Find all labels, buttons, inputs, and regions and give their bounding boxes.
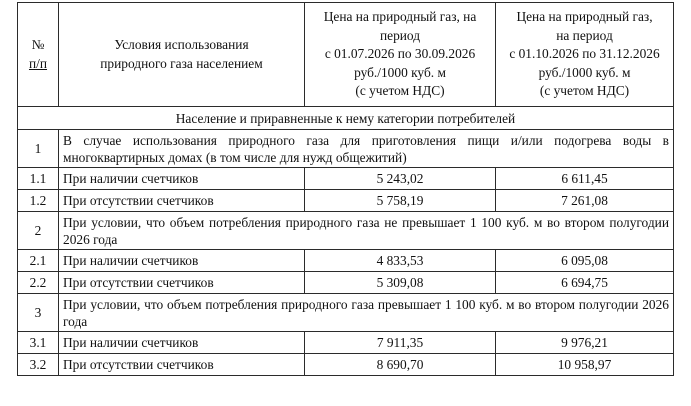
header-condition-line: природного газа населением bbox=[100, 55, 263, 71]
header-period1 bbox=[305, 3, 496, 107]
header-period2-line: Цена на природный газ, bbox=[516, 9, 653, 25]
table-row bbox=[18, 354, 674, 376]
row-number: 2.1 bbox=[18, 250, 59, 272]
section-title: Население и приравненные к нему категории потребителей bbox=[18, 107, 674, 130]
row-condition: При наличии счетчиков bbox=[59, 250, 305, 272]
row-number: 1.1 bbox=[18, 168, 59, 190]
header-period2-line: с 01.10.2026 по 31.12.2026 bbox=[509, 46, 660, 62]
table-row bbox=[18, 272, 674, 294]
row-condition: При наличии счетчиков bbox=[59, 168, 305, 190]
row-condition: При отсутствии счетчиков bbox=[59, 272, 305, 294]
row-price-period1: 5 243,02 bbox=[305, 168, 496, 190]
header-period1-line: руб./1000 куб. м bbox=[354, 64, 446, 80]
row-number: 3 bbox=[18, 294, 59, 332]
row-condition: При отсутствии счетчиков bbox=[59, 190, 305, 212]
header-period1-line: период bbox=[379, 27, 421, 43]
row-price-period1: 4 833,53 bbox=[305, 250, 496, 272]
row-number: 2.2 bbox=[18, 272, 59, 294]
header-period1-line: Цена на природный газ, на bbox=[323, 9, 477, 25]
table-row bbox=[18, 332, 674, 354]
header-condition bbox=[59, 3, 305, 107]
row-price-period1: 7 911,35 bbox=[305, 332, 496, 354]
header-period2 bbox=[496, 3, 674, 107]
row-number: 3.2 bbox=[18, 354, 59, 376]
header-number-line: № bbox=[31, 37, 45, 52]
row-price-period1: 5 758,19 bbox=[305, 190, 496, 212]
header-period1-line: с 01.07.2026 по 30.09.2026 bbox=[324, 46, 476, 62]
row-price-period2: 6 095,08 bbox=[496, 250, 674, 272]
table-row bbox=[18, 212, 674, 250]
table-row bbox=[18, 190, 674, 212]
header-number-line: п/п bbox=[28, 55, 48, 71]
row-price-period2: 6 611,45 bbox=[496, 168, 674, 190]
header-period2-line: (с учетом НДС) bbox=[539, 83, 630, 99]
table-row bbox=[18, 294, 674, 332]
row-price-period1: 8 690,70 bbox=[305, 354, 496, 376]
row-condition: При условии, что объем потребления природного газа не превышает 1 100 куб. м во втором полугодии 2026 года bbox=[59, 212, 674, 250]
table-row bbox=[18, 250, 674, 272]
row-number: 1 bbox=[18, 130, 59, 168]
row-condition: При наличии счетчиков bbox=[59, 332, 305, 354]
gas-price-table bbox=[17, 2, 674, 376]
header-period1-line: (с учетом НДС) bbox=[355, 83, 445, 99]
row-price-period2: 7 261,08 bbox=[496, 190, 674, 212]
row-price-period1: 5 309,08 bbox=[305, 272, 496, 294]
row-number: 2 bbox=[18, 212, 59, 250]
header-condition-line: Условия использования bbox=[114, 37, 249, 52]
table-row bbox=[18, 168, 674, 190]
row-price-period2: 9 976,21 bbox=[496, 332, 674, 354]
row-condition: При отсутствии счетчиков bbox=[59, 354, 305, 376]
row-condition: При условии, что объем потребления природного газа превышает 1 100 куб. м во втором полугодии 2026 года bbox=[59, 294, 674, 332]
row-number: 3.1 bbox=[18, 332, 59, 354]
header-period2-line: руб./1000 куб. м bbox=[538, 64, 631, 80]
row-price-period2: 6 694,75 bbox=[496, 272, 674, 294]
row-price-period2: 10 958,97 bbox=[496, 354, 674, 376]
header-period2-line: на период bbox=[556, 27, 613, 43]
row-number: 1.2 bbox=[18, 190, 59, 212]
header-row bbox=[18, 3, 674, 107]
row-condition: В случае использования природного газа для приготовления пищи и/или подогрева воды в многоквартирных домах (в том числе для нужд общежитий) bbox=[59, 130, 674, 168]
table-row bbox=[18, 130, 674, 168]
section-row bbox=[18, 107, 674, 130]
header-number bbox=[18, 3, 59, 107]
